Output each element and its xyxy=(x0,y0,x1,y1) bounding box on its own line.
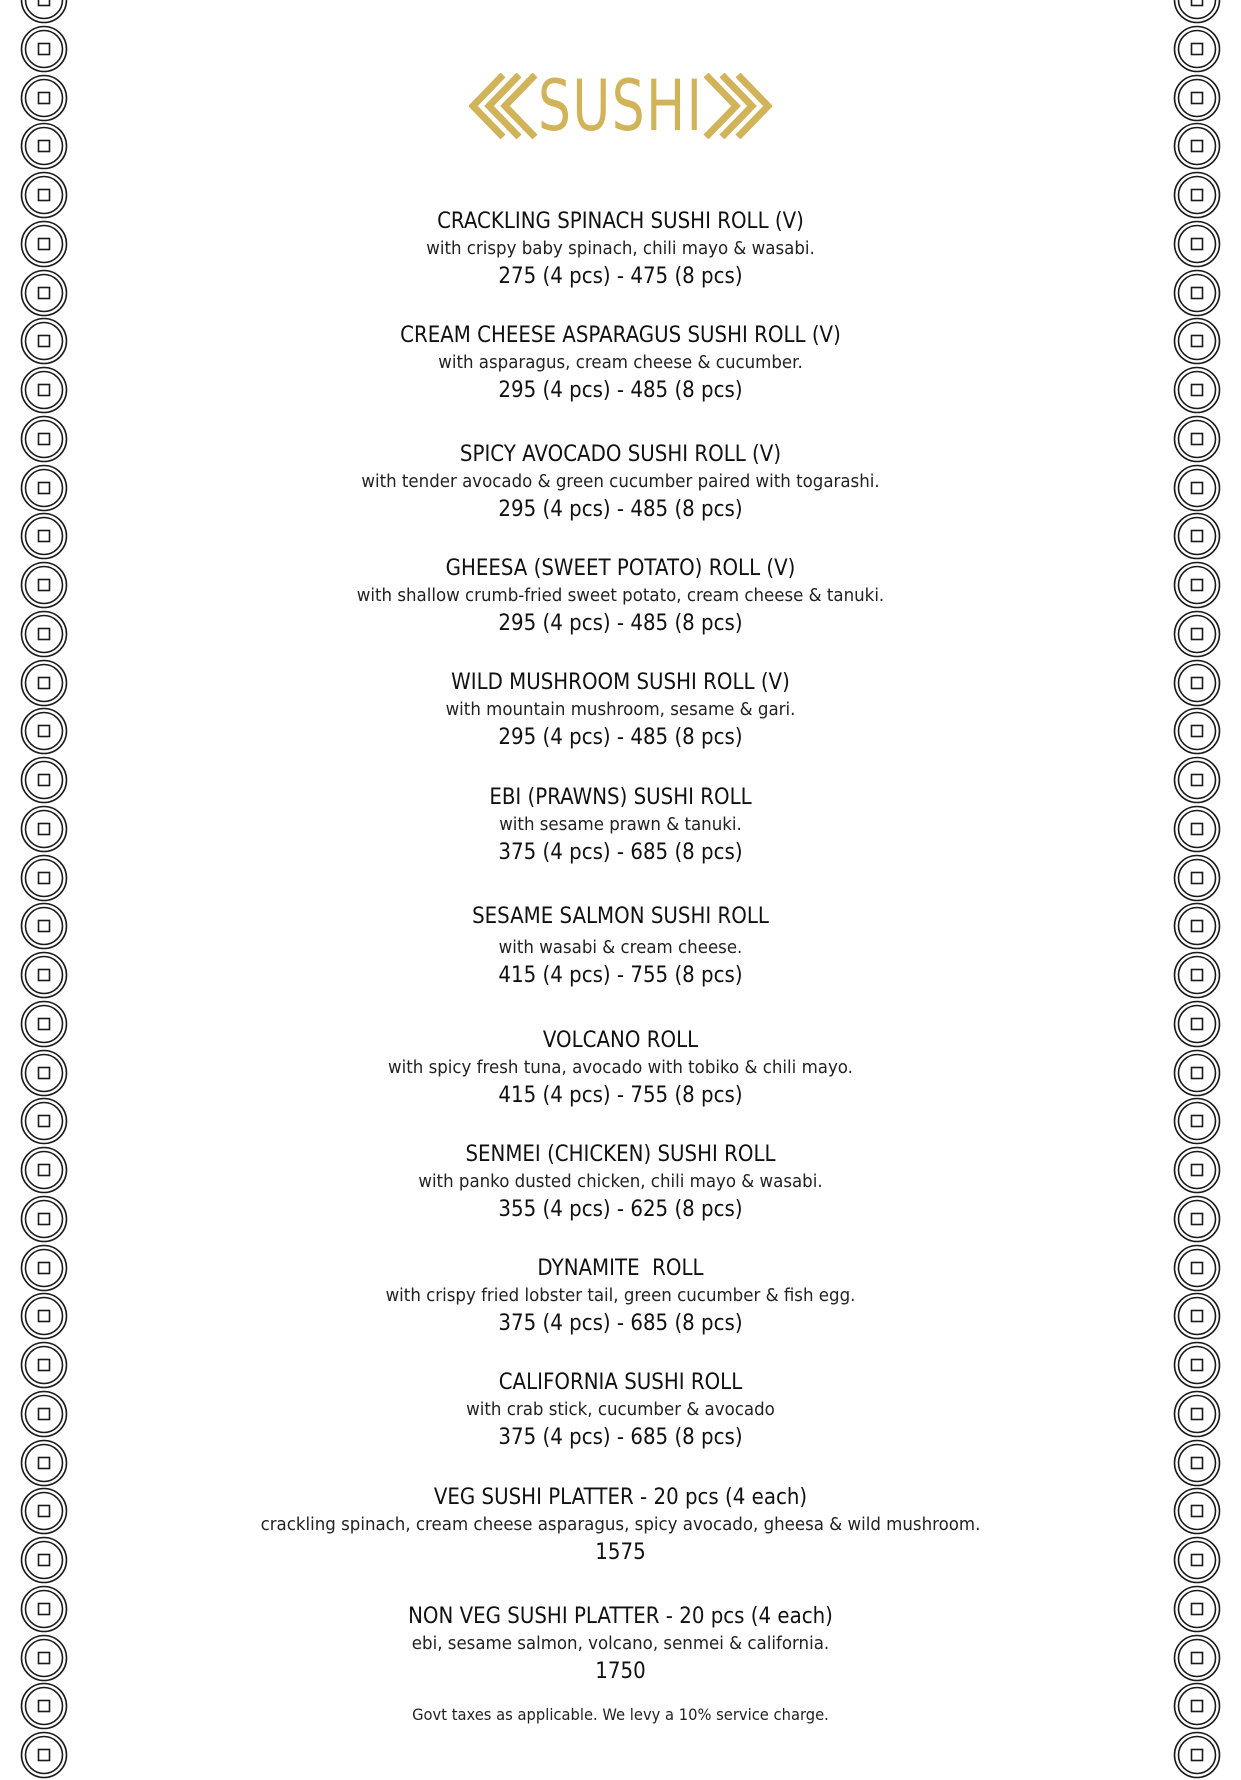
ring-square-icon xyxy=(20,951,68,999)
ring-square-icon xyxy=(20,610,68,658)
ring-square-icon xyxy=(20,1731,68,1779)
ring-square-icon xyxy=(20,561,68,609)
ring-square-icon xyxy=(1173,707,1221,755)
menu-item xyxy=(150,1141,1091,1225)
ring-square-icon xyxy=(1173,902,1221,950)
menu-item xyxy=(150,322,1091,406)
item-description: with shallow crumb-fried sweet potato, cream cheese & tanuki. xyxy=(356,586,885,606)
ring-square-icon xyxy=(20,512,68,560)
item-name: NON VEG SUSHI PLATTER - 20 pcs (4 each) xyxy=(408,1604,833,1629)
menu-item xyxy=(150,669,1091,753)
item-price: 275 (4 pcs) - 475 (8 pcs) xyxy=(498,264,743,289)
ring-square-icon xyxy=(20,1439,68,1487)
ring-square-icon xyxy=(1173,415,1221,463)
item-name: SENMEI (CHICKEN) SUSHI ROLL xyxy=(465,1142,776,1167)
ring-square-icon xyxy=(20,1536,68,1584)
item-description: with crab stick, cucumber & avocado xyxy=(466,1400,775,1420)
item-name: GHEESA (SWEET POTATO) ROLL (V) xyxy=(445,556,796,581)
item-description: with panko dusted chicken, chili mayo & wasabi. xyxy=(418,1172,823,1192)
menu-item xyxy=(150,784,1091,868)
ring-square-icon xyxy=(20,317,68,365)
ring-square-icon xyxy=(1173,1536,1221,1584)
ring-square-icon xyxy=(20,659,68,707)
ring-square-icon xyxy=(20,1585,68,1633)
item-description: with asparagus, cream cheese & cucumber. xyxy=(438,353,803,373)
ring-square-icon xyxy=(20,1487,68,1535)
ring-square-icon xyxy=(20,415,68,463)
item-name: VOLCANO ROLL xyxy=(542,1028,699,1053)
menu-item xyxy=(150,555,1091,639)
footer-note: Govt taxes as applicable. We levy a 10% service charge. xyxy=(412,1705,829,1724)
chevron-left-icon xyxy=(469,73,541,139)
item-price: 415 (4 pcs) - 755 (8 pcs) xyxy=(498,1083,743,1108)
item-name: SESAME SALMON SUSHI ROLL xyxy=(472,904,769,929)
item-price: 295 (4 pcs) - 485 (8 pcs) xyxy=(498,378,743,403)
item-name: DYNAMITE ROLL xyxy=(537,1256,704,1281)
ring-square-icon xyxy=(1173,1390,1221,1438)
item-price: 295 (4 pcs) - 485 (8 pcs) xyxy=(498,611,743,636)
ring-square-icon xyxy=(1173,854,1221,902)
ring-square-icon xyxy=(1173,317,1221,365)
ring-square-icon xyxy=(20,1341,68,1389)
ring-square-icon xyxy=(20,1195,68,1243)
item-description: with crispy fried lobster tail, green cucumber & fish egg. xyxy=(385,1286,856,1306)
item-price: 415 (4 pcs) - 755 (8 pcs) xyxy=(498,963,743,988)
ring-square-icon xyxy=(20,366,68,414)
item-name: CALIFORNIA SUSHI ROLL xyxy=(498,1370,743,1395)
item-price: 1575 xyxy=(595,1540,646,1565)
menu-item xyxy=(150,208,1091,292)
ring-square-icon xyxy=(1173,951,1221,999)
menu-header xyxy=(0,66,1241,146)
ring-square-icon xyxy=(1173,1244,1221,1292)
item-description: ebi, sesame salmon, volcano, senmei & california. xyxy=(411,1634,830,1654)
item-name: EBI (PRAWNS) SUSHI ROLL xyxy=(489,785,752,810)
item-description: with mountain mushroom, sesame & gari. xyxy=(445,700,796,720)
chevron-right-icon xyxy=(700,73,772,139)
ring-square-icon xyxy=(20,1000,68,1048)
ring-square-icon xyxy=(1173,1195,1221,1243)
item-price: 295 (4 pcs) - 485 (8 pcs) xyxy=(498,725,743,750)
ring-square-icon xyxy=(1173,1585,1221,1633)
menu-item xyxy=(150,1484,1091,1568)
ring-square-icon xyxy=(20,1292,68,1340)
menu-item xyxy=(150,1603,1091,1687)
menu-item xyxy=(150,903,1091,991)
item-description: with tender avocado & green cucumber paired with togarashi. xyxy=(361,472,880,492)
ring-square-icon xyxy=(20,1097,68,1145)
ring-square-icon xyxy=(1173,1731,1221,1779)
item-price: 375 (4 pcs) - 685 (8 pcs) xyxy=(498,1311,743,1336)
ring-square-icon xyxy=(1173,1000,1221,1048)
ring-square-icon xyxy=(20,756,68,804)
ring-square-icon xyxy=(20,707,68,755)
ring-square-icon xyxy=(20,1244,68,1292)
ring-square-icon xyxy=(1173,1146,1221,1194)
ring-square-icon xyxy=(20,269,68,317)
ring-square-icon xyxy=(1173,610,1221,658)
ring-square-icon xyxy=(1173,1439,1221,1487)
ring-square-icon xyxy=(1173,366,1221,414)
item-description: with sesame prawn & tanuki. xyxy=(499,815,742,835)
item-price: 375 (4 pcs) - 685 (8 pcs) xyxy=(498,840,743,865)
ring-square-icon xyxy=(20,1390,68,1438)
item-description: with crispy baby spinach, chili mayo & wasabi. xyxy=(426,239,815,259)
item-description: crackling spinach, cream cheese asparagus, spicy avocado, gheesa & wild mushroom. xyxy=(260,1515,981,1535)
ring-square-icon xyxy=(1173,269,1221,317)
ring-square-icon xyxy=(20,220,68,268)
item-name: CRACKLING SPINACH SUSHI ROLL (V) xyxy=(437,209,804,234)
item-name: SPICY AVOCADO SUSHI ROLL (V) xyxy=(459,442,782,467)
menu-item xyxy=(150,441,1091,525)
item-price: 295 (4 pcs) - 485 (8 pcs) xyxy=(498,497,743,522)
ring-square-icon xyxy=(1173,1341,1221,1389)
item-price: 375 (4 pcs) - 685 (8 pcs) xyxy=(498,1425,743,1450)
ring-square-icon xyxy=(1173,220,1221,268)
item-description: with spicy fresh tuna, avocado with tobiko & chili mayo. xyxy=(388,1058,853,1078)
ring-square-icon xyxy=(1173,805,1221,853)
menu-item xyxy=(150,1369,1091,1453)
ring-square-icon xyxy=(20,902,68,950)
ring-square-icon xyxy=(20,464,68,512)
ring-square-icon xyxy=(1173,1487,1221,1535)
item-price: 1750 xyxy=(595,1659,646,1684)
left-border xyxy=(20,0,68,1780)
ring-square-icon xyxy=(1173,1097,1221,1145)
ring-square-icon xyxy=(20,1049,68,1097)
ring-square-icon xyxy=(20,171,68,219)
ring-square-icon xyxy=(1173,171,1221,219)
page-title: SUSHI xyxy=(537,65,704,147)
right-border xyxy=(1173,0,1221,1780)
item-description: with wasabi & cream cheese. xyxy=(498,938,743,958)
ring-square-icon xyxy=(1173,1634,1221,1682)
ring-square-icon xyxy=(1173,464,1221,512)
item-price: 355 (4 pcs) - 625 (8 pcs) xyxy=(498,1197,743,1222)
ring-square-icon xyxy=(1173,0,1221,24)
ring-square-icon xyxy=(1173,512,1221,560)
ring-square-icon xyxy=(20,1146,68,1194)
ring-square-icon xyxy=(20,854,68,902)
ring-square-icon xyxy=(1173,1292,1221,1340)
ring-square-icon xyxy=(1173,1049,1221,1097)
ring-square-icon xyxy=(1173,561,1221,609)
item-name: VEG SUSHI PLATTER - 20 pcs (4 each) xyxy=(433,1485,808,1510)
item-name: CREAM CHEESE ASPARAGUS SUSHI ROLL (V) xyxy=(400,323,841,348)
item-name: WILD MUSHROOM SUSHI ROLL (V) xyxy=(451,670,790,695)
ring-square-icon xyxy=(20,1634,68,1682)
menu-item xyxy=(150,1027,1091,1111)
ring-square-icon xyxy=(1173,756,1221,804)
ring-square-icon xyxy=(20,805,68,853)
ring-square-icon xyxy=(1173,659,1221,707)
menu-item xyxy=(150,1255,1091,1339)
ring-square-icon xyxy=(20,0,68,24)
